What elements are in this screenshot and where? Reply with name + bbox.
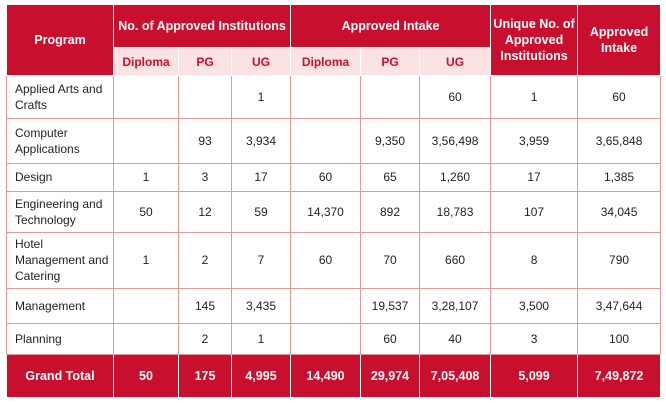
intake-diploma-cell <box>291 76 361 119</box>
subheader-intake-diploma: Diploma <box>291 48 361 76</box>
inst-pg-cell: 3 <box>179 163 232 192</box>
approved-intake-cell: 790 <box>578 232 661 288</box>
intake-diploma-cell <box>291 324 361 355</box>
inst-ug-cell: 17 <box>232 163 291 192</box>
intake-diploma-cell <box>291 288 361 324</box>
approved-intake-cell: 60 <box>578 76 661 119</box>
intake-pg-cell: 70 <box>361 232 420 288</box>
inst-pg-cell: 2 <box>179 232 232 288</box>
total-intake-diploma: 14,490 <box>291 355 361 398</box>
subheader-intake-ug: UG <box>420 48 491 76</box>
inst-diploma-cell <box>114 288 179 324</box>
institutions-intake-table <box>6 4 661 398</box>
header-unique-institutions: Unique No. of Approved Institutions <box>491 5 578 76</box>
table-row <box>7 163 661 192</box>
program-cell: Hotel Management and Catering <box>7 232 114 288</box>
subheader-inst-pg: PG <box>179 48 232 76</box>
approved-intake-cell: 3,47,644 <box>578 288 661 324</box>
intake-ug-cell: 660 <box>420 232 491 288</box>
approved-intake-cell: 100 <box>578 324 661 355</box>
inst-pg-cell: 145 <box>179 288 232 324</box>
intake-ug-cell: 3,28,107 <box>420 288 491 324</box>
grand-total-row <box>7 355 661 398</box>
header-approved-intake: Approved Intake <box>291 5 491 48</box>
table-row <box>7 192 661 233</box>
table-row <box>7 76 661 119</box>
intake-pg-cell: 19,537 <box>361 288 420 324</box>
intake-ug-cell: 18,783 <box>420 192 491 233</box>
inst-ug-cell: 3,435 <box>232 288 291 324</box>
intake-pg-cell: 60 <box>361 324 420 355</box>
table-row <box>7 324 661 355</box>
approved-intake-cell: 3,65,848 <box>578 118 661 163</box>
inst-ug-cell: 1 <box>232 76 291 119</box>
inst-diploma-cell: 50 <box>114 192 179 233</box>
inst-ug-cell: 1 <box>232 324 291 355</box>
inst-pg-cell: 12 <box>179 192 232 233</box>
inst-diploma-cell: 1 <box>114 163 179 192</box>
inst-ug-cell: 3,934 <box>232 118 291 163</box>
table-body <box>7 76 661 355</box>
intake-pg-cell: 65 <box>361 163 420 192</box>
table-row <box>7 288 661 324</box>
total-intake-ug: 7,05,408 <box>420 355 491 398</box>
program-cell: Applied Arts and Crafts <box>7 76 114 119</box>
inst-pg-cell <box>179 76 232 119</box>
inst-diploma-cell <box>114 118 179 163</box>
approved-intake-cell: 1,385 <box>578 163 661 192</box>
total-intake-pg: 29,974 <box>361 355 420 398</box>
intake-pg-cell: 9,350 <box>361 118 420 163</box>
grand-total-label: Grand Total <box>7 355 114 398</box>
approved-intake-cell: 34,045 <box>578 192 661 233</box>
program-cell: Planning <box>7 324 114 355</box>
subheader-inst-ug: UG <box>232 48 291 76</box>
intake-ug-cell: 1,260 <box>420 163 491 192</box>
unique-institutions-cell: 107 <box>491 192 578 233</box>
intake-diploma-cell: 60 <box>291 232 361 288</box>
intake-ug-cell: 60 <box>420 76 491 119</box>
program-cell: Design <box>7 163 114 192</box>
total-unique-institutions: 5,099 <box>491 355 578 398</box>
intake-diploma-cell: 14,370 <box>291 192 361 233</box>
inst-pg-cell: 93 <box>179 118 232 163</box>
unique-institutions-cell: 17 <box>491 163 578 192</box>
inst-ug-cell: 59 <box>232 192 291 233</box>
header-program: Program <box>7 5 114 76</box>
header-total-approved-intake: Approved Intake <box>578 5 661 76</box>
table-row <box>7 232 661 288</box>
total-inst-ug: 4,995 <box>232 355 291 398</box>
subheader-inst-diploma: Diploma <box>114 48 179 76</box>
total-inst-pg: 175 <box>179 355 232 398</box>
intake-diploma-cell: 60 <box>291 163 361 192</box>
total-inst-diploma: 50 <box>114 355 179 398</box>
program-cell: Engineering and Technology <box>7 192 114 233</box>
inst-ug-cell: 7 <box>232 232 291 288</box>
subheader-intake-pg: PG <box>361 48 420 76</box>
unique-institutions-cell: 8 <box>491 232 578 288</box>
inst-diploma-cell <box>114 324 179 355</box>
inst-diploma-cell: 1 <box>114 232 179 288</box>
intake-ug-cell: 40 <box>420 324 491 355</box>
unique-institutions-cell: 3,959 <box>491 118 578 163</box>
unique-institutions-cell: 3,500 <box>491 288 578 324</box>
program-cell: Computer Applications <box>7 118 114 163</box>
unique-institutions-cell: 3 <box>491 324 578 355</box>
intake-diploma-cell <box>291 118 361 163</box>
inst-pg-cell: 2 <box>179 324 232 355</box>
program-cell: Management <box>7 288 114 324</box>
intake-pg-cell <box>361 76 420 119</box>
intake-pg-cell: 892 <box>361 192 420 233</box>
inst-diploma-cell <box>114 76 179 119</box>
intake-ug-cell: 3,56,498 <box>420 118 491 163</box>
unique-institutions-cell: 1 <box>491 76 578 119</box>
total-approved-intake: 7,49,872 <box>578 355 661 398</box>
table-row <box>7 118 661 163</box>
header-approved-institutions: No. of Approved Institutions <box>114 5 291 48</box>
